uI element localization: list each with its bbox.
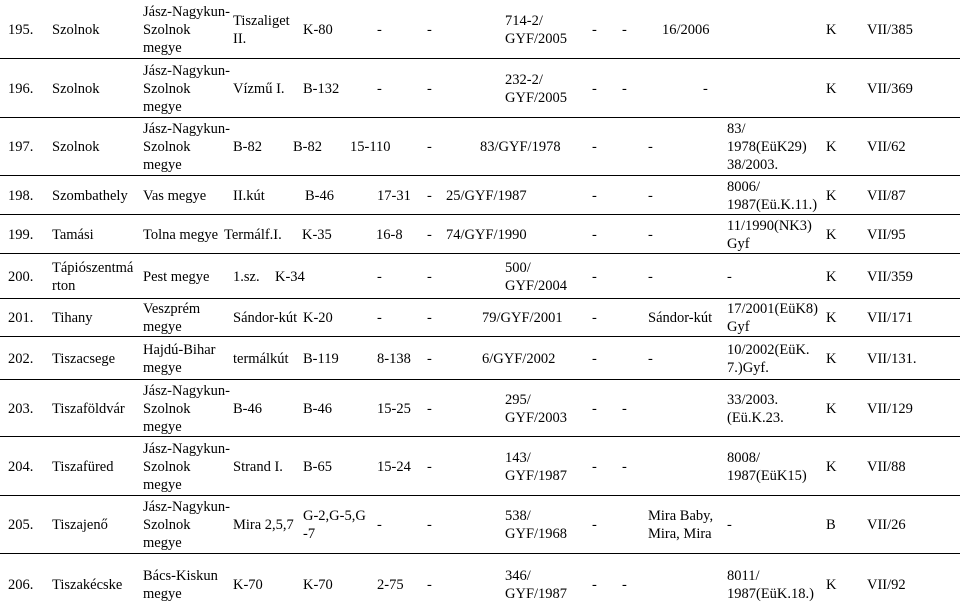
cell-well2: 15-110 <box>350 139 391 155</box>
cell-temp: - <box>427 310 432 326</box>
cell-f1: - <box>592 400 597 417</box>
cell-temp: - <box>427 400 432 417</box>
cell-city: Szolnok <box>52 139 100 155</box>
cell-ref: VII/171 <box>867 310 913 326</box>
cell-county: Jász-Nagykun- Szolnok megye <box>143 3 230 56</box>
cell-ref: VII/62 <box>867 139 906 155</box>
cell-reg: 143/ GYF/1987 <box>505 449 568 484</box>
cell-ref: VII/26 <box>867 517 906 533</box>
cell-f2: - <box>622 21 627 38</box>
cell-temp: - <box>427 21 432 38</box>
cell-well1: G-2,G-5,G -7 <box>303 508 366 542</box>
cell-temp: - <box>427 139 432 155</box>
cell-num: 197. <box>8 139 34 155</box>
cell-site: K-70 <box>233 576 263 593</box>
cell-doc: 10/2002(EüK. 7.)Gyf. <box>727 341 810 376</box>
cell-cat: B <box>826 517 836 533</box>
cell-num: 205. <box>8 517 34 533</box>
cell-county: Jász-Nagykun- Szolnok megye <box>143 62 230 115</box>
cell-doc: 33/2003. (Eü.K.23. <box>727 391 784 426</box>
cell-county: Jász-Nagykun- Szolnok megye <box>143 121 230 173</box>
cell-reg: 500/ GYF/2004 <box>505 259 568 294</box>
cell-f1: - <box>592 226 597 243</box>
cell-reg: 79/GYF/2001 <box>482 310 563 326</box>
cell-city: Szolnok <box>52 21 100 38</box>
cell-doc: - <box>703 80 708 97</box>
cell-well2: - <box>377 268 382 285</box>
cell-cat: K <box>826 21 837 38</box>
cell-num: 206. <box>8 576 34 593</box>
cell-county: Jász-Nagykun- Szolnok megye <box>143 382 230 435</box>
cell-f1: - <box>592 139 597 155</box>
cell-f2: Mira Baby, Mira, Mira <box>648 508 714 542</box>
cell-temp: - <box>427 187 432 204</box>
cell-site: Sándor-kút <box>233 310 298 326</box>
cell-cat: K <box>826 187 837 204</box>
cell-num: 204. <box>8 458 34 475</box>
cell-f2: - <box>648 350 653 367</box>
cell-county: Tolna megye <box>143 226 219 243</box>
cell-county: Bács-Kiskun megye <box>143 567 218 602</box>
cell-temp: - <box>427 350 432 367</box>
cell-well2: 8-138 <box>377 350 411 367</box>
cell-num: 202. <box>8 350 34 367</box>
cell-cat: K <box>826 268 837 285</box>
cell-f1: - <box>592 576 597 593</box>
row-divider <box>0 379 960 380</box>
cell-well2: - <box>377 80 382 97</box>
cell-reg: 232-2/ GYF/2005 <box>505 71 568 106</box>
cell-site: 1.sz. <box>233 268 260 285</box>
cell-f2: - <box>648 139 653 155</box>
cell-f1: - <box>592 350 597 367</box>
cell-county: Veszprém megye <box>143 301 201 335</box>
cell-temp: - <box>427 80 432 97</box>
cell-city: Tiszajenő <box>52 517 108 533</box>
cell-city: Tiszaföldvár <box>52 400 125 417</box>
cell-num: 203. <box>8 400 34 417</box>
row-divider <box>0 58 960 59</box>
row-divider <box>0 298 960 299</box>
cell-doc: 8008/ 1987(EüK15) <box>727 449 807 484</box>
cell-county: Jász-Nagykun- Szolnok megye <box>143 440 230 493</box>
cell-site: B-46 <box>233 400 262 417</box>
cell-well2: - <box>377 517 382 533</box>
cell-num: 198. <box>8 187 34 204</box>
cell-site: II.kút <box>233 187 265 204</box>
cell-temp: - <box>427 517 432 533</box>
cell-f2: - <box>622 80 627 97</box>
cell-well2: 16-8 <box>376 226 403 243</box>
cell-reg: 714-2/ GYF/2005 <box>505 12 568 47</box>
cell-doc: - <box>727 517 732 533</box>
cell-num: 200. <box>8 268 34 285</box>
cell-ref: VII/95 <box>867 226 906 243</box>
cell-temp: - <box>427 576 432 593</box>
cell-city: Tiszacsege <box>52 350 116 367</box>
cell-city: Tiszafüred <box>52 458 114 475</box>
cell-f1: - <box>592 21 597 38</box>
cell-reg: 6/GYF/2002 <box>482 350 556 367</box>
cell-doc: 17/2001(EüK8) Gyf <box>727 301 819 335</box>
row-divider <box>0 214 960 215</box>
cell-temp: - <box>427 268 432 285</box>
cell-ref: VII/88 <box>867 458 906 475</box>
row-divider <box>0 117 960 118</box>
cell-well1: B-119 <box>303 350 339 367</box>
cell-site: Vízmű I. <box>233 80 285 97</box>
cell-f1: - <box>592 310 597 326</box>
cell-well2: 17-31 <box>377 187 411 204</box>
cell-temp: - <box>427 458 432 475</box>
cell-cat: K <box>826 80 837 97</box>
cell-well2: 15-25 <box>377 400 411 417</box>
cell-county: Hajdú-Bihar megye <box>143 341 216 376</box>
cell-cat: K <box>826 139 837 155</box>
cell-well1: K-20 <box>303 310 333 326</box>
cell-reg: 295/ GYF/2003 <box>505 391 568 426</box>
cell-ref: VII/385 <box>867 21 913 38</box>
cell-f1: - <box>592 80 597 97</box>
cell-cat: K <box>826 350 837 367</box>
cell-f1: - <box>592 517 597 533</box>
cell-ref: VII/359 <box>867 268 913 285</box>
row-divider <box>0 253 960 254</box>
cell-reg: 83/GYF/1978 <box>480 139 561 155</box>
cell-well1: B-46 <box>303 400 332 417</box>
cell-doc: 11/1990(NK3) Gyf <box>727 217 812 252</box>
cell-num: 201. <box>8 310 34 326</box>
cell-ref: VII/92 <box>867 576 906 593</box>
cell-f1: - <box>592 458 597 475</box>
cell-doc: 8011/ 1987(EüK.18.) <box>727 567 814 602</box>
cell-cat: K <box>826 226 837 243</box>
cell-well1: K-34 <box>275 268 305 285</box>
cell-ref: VII/87 <box>867 187 906 204</box>
cell-num: 199. <box>8 226 34 243</box>
cell-reg: 538/ GYF/1968 <box>505 508 568 542</box>
cell-f2: Sándor-kút <box>648 310 713 326</box>
row-divider <box>0 436 960 437</box>
cell-ref: VII/129 <box>867 400 913 417</box>
cell-f2: - <box>622 400 627 417</box>
cell-well2: 2-75 <box>377 576 404 593</box>
cell-site: B-82 <box>233 139 262 155</box>
cell-f2: - <box>648 187 653 204</box>
row-divider <box>0 495 960 496</box>
cell-well2: - <box>377 310 382 326</box>
cell-doc: - <box>727 268 732 285</box>
cell-city: Tamási <box>52 226 94 243</box>
cell-city: Tápiószentmá rton <box>52 259 134 294</box>
cell-site: Strand I. <box>233 458 283 475</box>
cell-temp: - <box>427 226 432 243</box>
cell-f1: - <box>592 268 597 285</box>
cell-num: 196. <box>8 80 34 97</box>
cell-cat: K <box>826 576 837 593</box>
cell-county: Pest megye <box>143 268 210 285</box>
cell-well1: K-70 <box>303 576 333 593</box>
cell-f1: - <box>592 187 597 204</box>
cell-well1: B-65 <box>303 458 332 475</box>
cell-doc: 16/2006 <box>662 21 710 38</box>
cell-city: Szombathely <box>52 187 128 204</box>
row-divider <box>0 175 960 176</box>
cell-site: termálkút <box>233 350 289 367</box>
cell-site: Termálf.I. <box>224 226 282 243</box>
cell-ref: VII/369 <box>867 80 913 97</box>
cell-reg: 25/GYF/1987 <box>446 187 527 204</box>
cell-f2: - <box>648 226 653 243</box>
cell-f2: - <box>622 458 627 475</box>
cell-county: Jász-Nagykun- Szolnok megye <box>143 499 230 551</box>
cell-well1: K-80 <box>303 21 333 38</box>
cell-city: Tihany <box>52 310 93 326</box>
cell-city: Szolnok <box>52 80 100 97</box>
cell-site: Tiszaliget II. <box>233 12 290 47</box>
cell-f2: - <box>622 576 627 593</box>
cell-ref: VII/131. <box>867 350 917 367</box>
cell-num: 195. <box>8 21 34 38</box>
row-divider <box>0 336 960 337</box>
cell-well1: B-132 <box>303 80 340 97</box>
cell-well2: - <box>377 21 382 38</box>
row-divider <box>0 553 960 554</box>
cell-reg: 74/GYF/1990 <box>446 226 527 243</box>
cell-f2: - <box>648 268 653 285</box>
cell-county: Vas megye <box>143 187 207 204</box>
cell-cat: K <box>826 458 837 475</box>
cell-doc: 83/ 1978(EüK29) 38/2003. <box>727 121 807 173</box>
cell-well1: K-35 <box>302 226 332 243</box>
cell-cat: K <box>826 310 837 326</box>
cell-well2: 15-24 <box>377 458 411 475</box>
cell-city: Tiszakécske <box>52 576 123 593</box>
cell-site: Mira 2,5,7 <box>233 517 294 533</box>
cell-cat: K <box>826 400 837 417</box>
cell-reg: 346/ GYF/1987 <box>505 567 568 602</box>
cell-doc: 8006/ 1987(Eü.K.11.) <box>727 178 818 213</box>
cell-well1: B-82 <box>293 139 322 155</box>
cell-well1: B-46 <box>305 187 334 204</box>
